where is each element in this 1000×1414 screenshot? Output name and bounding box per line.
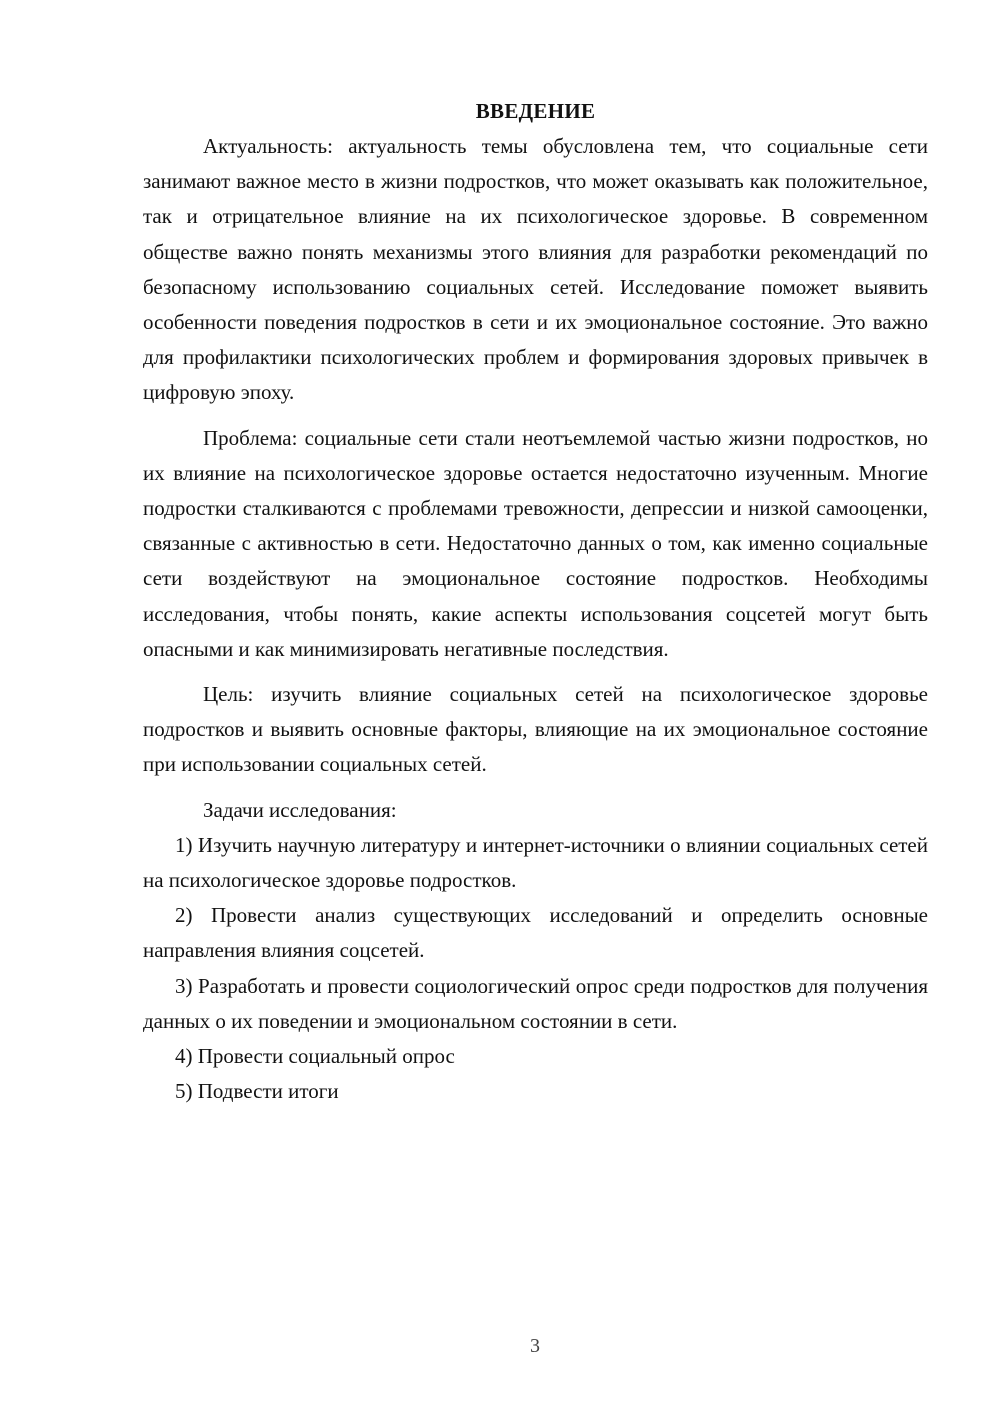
goal-paragraph: Цель: изучить влияние социальных сетей на психологическое здоровье подростков и выявить основные факторы, влияющие на их эмоциональное состояние при использовании социальных сетей.	[143, 682, 928, 777]
task-item-1: 1) Изучить научную литературу и интернет-источники о влиянии социальных сетей на психологическое здоровье подростков.	[143, 832, 928, 893]
problem-paragraph: Проблема: социальные сети стали неотъемлемой частью жизни подростков, но их влияние на психологическое здоровье остается недостаточно изученным. Многие подростки сталкиваются с проблемами тревожности, депрессии и низкой самооценки, связанные с активностью в сети. Недостаточно данных о том, как именно социальные сети воздействуют на эмоциональное состояние подростков. Необходимы исследования, чтобы понять, какие аспекты использования соцсетей могут быть опасными и как минимизировать негативные последствия.	[143, 425, 928, 661]
tasks-heading: Задачи исследования:	[203, 797, 397, 822]
section-title: ВВЕДЕНИЕ	[475, 99, 596, 123]
task-item-2: 2) Провести анализ существующих исследований и определить основные направления влияния соцсетей.	[143, 903, 928, 963]
task-item-5: 5) Подвести итоги	[175, 1079, 339, 1104]
task-item-4: 4) Провести социальный опрос	[175, 1044, 455, 1069]
relevance-paragraph: Актуальность: актуальность темы обусловлена тем, что социальные сети занимают важное место в жизни подростков, что может оказывать как положительное, так и отрицательное влияние на их психологическое здоровье. В современном обществе важно понять механизмы этого влияния для разработки рекомендаций по безопасному использованию социальных сетей. Исследование поможет выявить особенности поведения подростков в сети и их эмоциональное состояние. Это важно для профилактики психологических проблем и формирования здоровых привычек в цифровую эпоху.	[143, 134, 928, 405]
task-item-3: 3) Разработать и провести социологический опрос среди подростков для получения данных о их поведении и эмоциональном состоянии в сети.	[143, 973, 928, 1033]
page-content	[143, 94, 928, 1109]
page-number: 3	[530, 1335, 540, 1357]
